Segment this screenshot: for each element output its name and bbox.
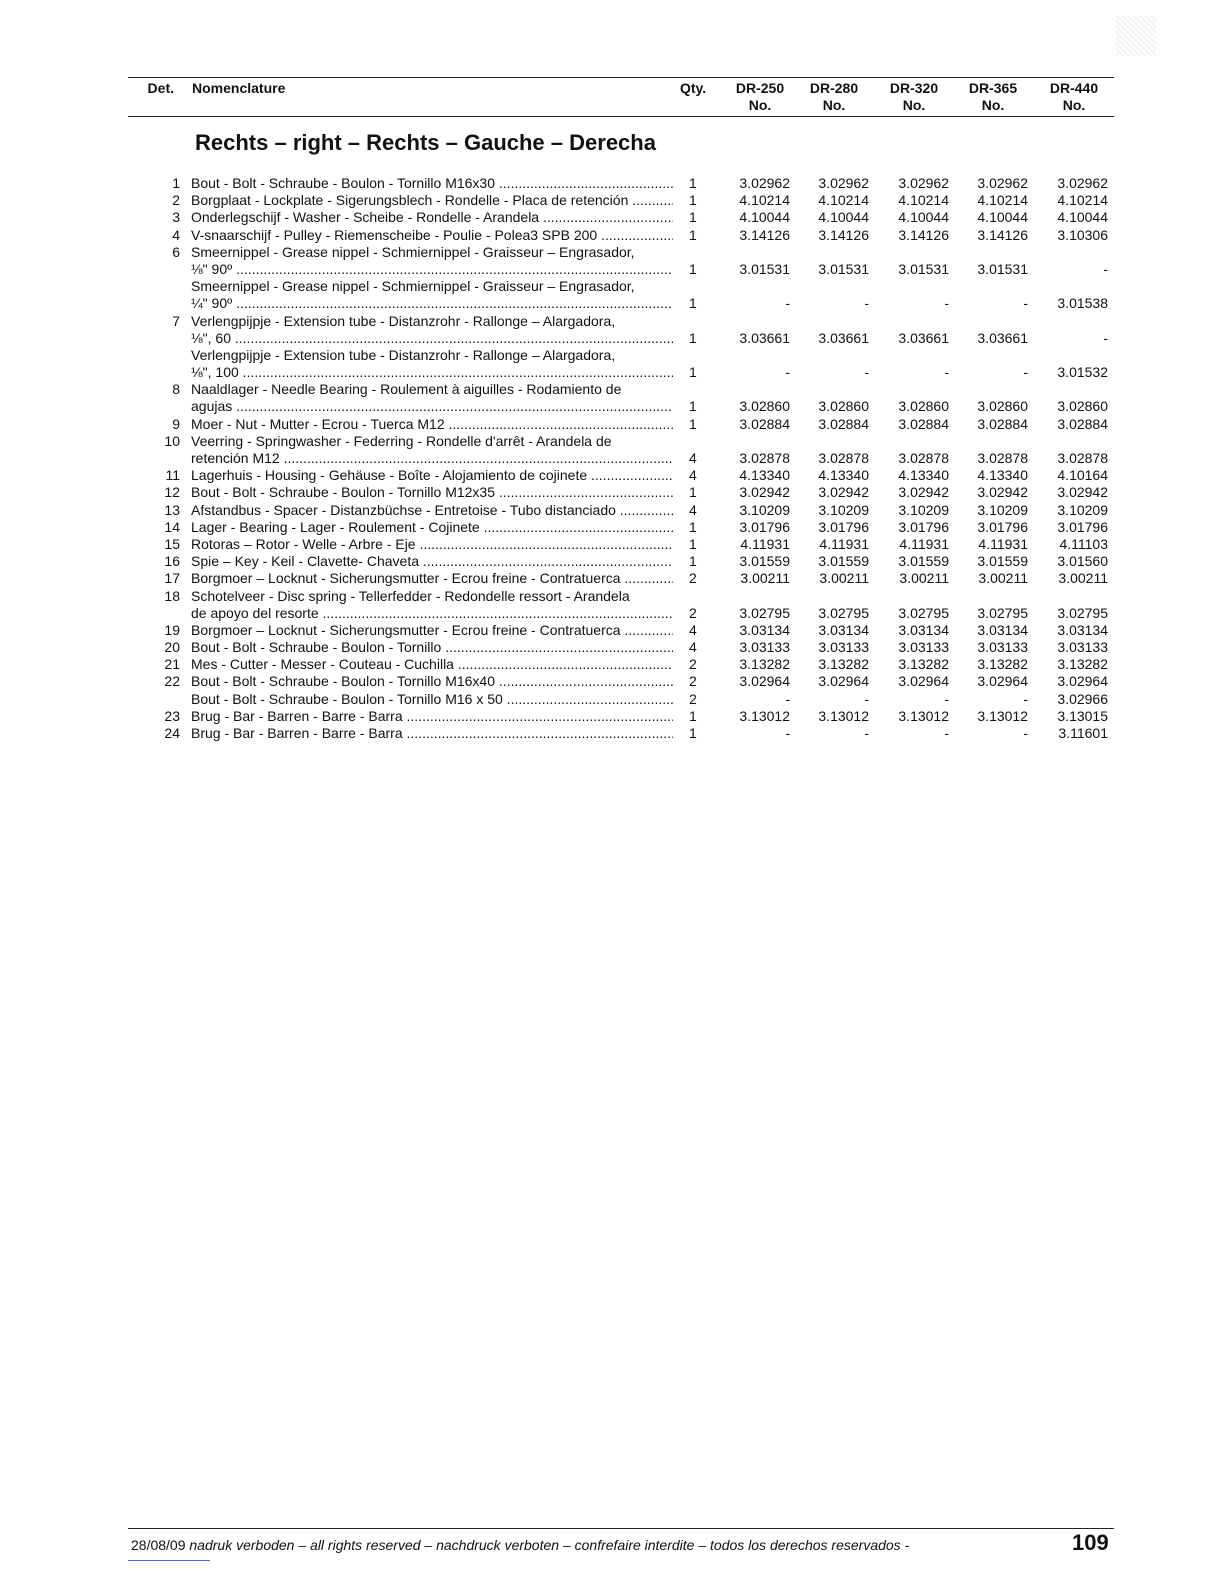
row-det: 21 bbox=[164, 656, 180, 673]
row-part-number: 3.13282 bbox=[898, 656, 949, 673]
row-part-number: 3.01559 bbox=[818, 553, 869, 570]
table-row bbox=[0, 553, 1224, 570]
row-part-number: 3.02964 bbox=[898, 673, 949, 690]
row-part-number: - bbox=[1023, 295, 1028, 312]
row-part-number: 3.02962 bbox=[818, 175, 869, 191]
row-nomenclature: Spie – Key - Keil - Clavette- Chaveta ..... bbox=[191, 553, 673, 570]
table-row bbox=[0, 484, 1224, 501]
row-nomenclature: ⅛" 90º ..... bbox=[191, 261, 673, 278]
row-qty: 1 bbox=[689, 535, 697, 552]
row-det: 4 bbox=[172, 226, 180, 243]
row-nomenclature: Verlengpijpje - Extension tube - Distanzrohr - Rallonge – Alargadora, bbox=[191, 312, 616, 329]
table-row-line bbox=[0, 536, 1224, 553]
footer-date: 28/08/09 bbox=[131, 1537, 186, 1553]
table-row bbox=[0, 313, 1224, 347]
row-part-number: 3.03661 bbox=[898, 329, 949, 346]
row-part-number: 4.10214 bbox=[818, 192, 869, 209]
row-part-number: 3.13015 bbox=[1057, 707, 1108, 724]
row-part-number: 4.10214 bbox=[898, 192, 949, 209]
table-row bbox=[0, 416, 1224, 433]
row-qty: 2 bbox=[689, 673, 697, 690]
table-row-line bbox=[0, 691, 1224, 708]
row-nomenclature: Veerring - Springwasher - Federring - Rondelle d'arrêt - Arandela de bbox=[191, 432, 612, 449]
row-part-number: 3.01538 bbox=[1057, 295, 1108, 312]
row-part-number: - bbox=[864, 690, 869, 707]
page-number: 109 bbox=[1072, 1530, 1109, 1555]
table-row bbox=[0, 467, 1224, 484]
row-part-number: 3.13012 bbox=[818, 707, 869, 724]
row-part-number: 3.02884 bbox=[898, 415, 949, 432]
row-qty: 2 bbox=[689, 570, 697, 587]
table-row-line bbox=[0, 639, 1224, 656]
header-qty: Qty. bbox=[680, 80, 707, 96]
row-qty: 4 bbox=[689, 501, 697, 518]
section-title: Rechts – right – Rechts – Gauche – Derecha bbox=[195, 130, 656, 155]
row-qty: 1 bbox=[689, 226, 697, 243]
row-part-number: 3.01796 bbox=[1057, 518, 1108, 535]
row-part-number: 4.10044 bbox=[1057, 209, 1108, 226]
row-part-number: - bbox=[944, 364, 949, 381]
row-nomenclature: Bout - Bolt - Schraube - Boulon - Tornillo ..... bbox=[191, 639, 673, 656]
header-model-dr365: DR-365 No. bbox=[968, 80, 1018, 113]
row-nomenclature: ⅛", 100 ..... bbox=[191, 364, 673, 381]
table-row-line bbox=[0, 330, 1224, 347]
row-part-number: 3.03134 bbox=[818, 621, 869, 638]
scan-artifact bbox=[1116, 16, 1156, 56]
row-part-number: - bbox=[864, 725, 869, 741]
row-qty: 1 bbox=[689, 518, 697, 535]
row-qty: 4 bbox=[689, 467, 697, 484]
table-row bbox=[0, 725, 1224, 742]
table-row bbox=[0, 433, 1224, 467]
row-part-number: - bbox=[785, 295, 790, 312]
table-row-line bbox=[0, 622, 1224, 639]
row-part-number: - bbox=[944, 295, 949, 312]
table-row-line bbox=[0, 450, 1224, 467]
row-part-number: 3.03661 bbox=[739, 329, 790, 346]
footer-link-underline bbox=[128, 1560, 210, 1561]
row-nomenclature: ⅛", 60 ..... bbox=[191, 330, 673, 347]
table-row bbox=[0, 656, 1224, 673]
row-part-number: 3.02878 bbox=[898, 450, 949, 466]
table-row bbox=[0, 347, 1224, 381]
table-row bbox=[0, 691, 1224, 708]
header-model-dr280: DR-280 No. bbox=[809, 80, 859, 113]
row-part-number: 3.02884 bbox=[977, 415, 1028, 432]
table-row-line bbox=[0, 553, 1224, 570]
row-nomenclature: Borgplaat - Lockplate - Sigerungsblech - Rondelle - Placa de retención ..... bbox=[191, 192, 673, 209]
row-qty: 1 bbox=[689, 175, 697, 191]
row-part-number: - bbox=[1023, 725, 1028, 741]
row-part-number: 3.02795 bbox=[739, 604, 790, 621]
row-part-number: - bbox=[1103, 329, 1108, 346]
row-det: 8 bbox=[172, 381, 180, 398]
row-nomenclature: Borgmoer – Locknut - Sicherungsmutter - Ecrou freine - Contratuerca ..... bbox=[191, 570, 673, 587]
table-row-line bbox=[0, 467, 1224, 484]
table-row-line bbox=[0, 398, 1224, 415]
row-nomenclature: Bout - Bolt - Schraube - Boulon - Tornillo M16x40 ..... bbox=[191, 673, 673, 690]
row-part-number: 3.13012 bbox=[977, 707, 1028, 724]
row-part-number: 3.02795 bbox=[1057, 604, 1108, 621]
row-part-number: 3.02942 bbox=[1057, 484, 1108, 501]
table-row-line bbox=[0, 209, 1224, 226]
table-row bbox=[0, 244, 1224, 278]
row-qty: 1 bbox=[689, 192, 697, 209]
table-row-line bbox=[0, 313, 1224, 330]
row-part-number: 3.03134 bbox=[739, 621, 790, 638]
row-part-number: 4.10214 bbox=[739, 192, 790, 209]
row-nomenclature: Smeernippel - Grease nippel - Schmiernippel - Graisseur – Engrasador, bbox=[191, 278, 635, 295]
row-det: 18 bbox=[164, 587, 180, 604]
row-det: 3 bbox=[172, 209, 180, 226]
row-qty: 1 bbox=[689, 209, 697, 226]
row-nomenclature: Bout - Bolt - Schraube - Boulon - Tornillo M16x30 ..... bbox=[191, 175, 673, 192]
row-det: 17 bbox=[164, 570, 180, 587]
row-part-number: 3.02884 bbox=[739, 415, 790, 432]
row-part-number: 3.02942 bbox=[818, 484, 869, 501]
row-det: 13 bbox=[164, 501, 180, 518]
row-part-number: 3.00211 bbox=[819, 570, 869, 587]
row-part-number: - bbox=[785, 690, 790, 707]
row-part-number: 3.02878 bbox=[739, 450, 790, 466]
row-part-number: 3.10209 bbox=[739, 501, 790, 518]
row-qty: 4 bbox=[689, 450, 697, 466]
table-row-line bbox=[0, 261, 1224, 278]
row-qty: 1 bbox=[689, 415, 697, 432]
row-part-number: 3.01531 bbox=[898, 260, 949, 277]
row-nomenclature: Lager - Bearing - Lager - Roulement - Cojinete ..... bbox=[191, 519, 673, 536]
table-row-line bbox=[0, 588, 1224, 605]
row-part-number: 3.02964 bbox=[739, 673, 790, 690]
row-nomenclature: Onderlegschijf - Washer - Scheibe - Rondelle - Arandela ..... bbox=[191, 209, 673, 226]
row-nomenclature: Schotelveer - Disc spring - Tellerfedder - Redondelle ressort - Arandela bbox=[191, 587, 630, 604]
row-part-number: 3.03133 bbox=[977, 639, 1028, 656]
row-part-number: 3.01532 bbox=[1057, 364, 1108, 381]
row-part-number: 3.01531 bbox=[739, 260, 790, 277]
row-part-number: 3.00211 bbox=[978, 570, 1028, 587]
row-part-number: 3.14126 bbox=[977, 226, 1028, 243]
row-part-number: 3.00211 bbox=[740, 570, 790, 587]
table-row-line bbox=[0, 656, 1224, 673]
footer-notice: nadruk verboden – all rights reserved – nachdruck verboten – confrefaire interdite – todos los derechos reservados - bbox=[189, 1537, 910, 1553]
row-nomenclature: Naaldlager - Needle Bearing - Roulement à aiguilles - Rodamiento de bbox=[191, 381, 622, 398]
row-det: 6 bbox=[172, 243, 180, 260]
row-nomenclature: agujas ..... bbox=[191, 398, 673, 415]
row-part-number: 3.01559 bbox=[898, 553, 949, 570]
row-det: 16 bbox=[164, 553, 180, 570]
row-part-number: 3.03661 bbox=[977, 329, 1028, 346]
row-part-number: - bbox=[944, 690, 949, 707]
row-part-number: 3.02942 bbox=[977, 484, 1028, 501]
row-part-number: 3.02962 bbox=[1057, 175, 1108, 191]
row-part-number: 3.03134 bbox=[1057, 621, 1108, 638]
row-part-number: - bbox=[785, 364, 790, 381]
row-part-number: 3.13012 bbox=[739, 707, 790, 724]
table-row bbox=[0, 192, 1224, 209]
row-part-number: 3.01560 bbox=[1057, 553, 1108, 570]
row-qty: 1 bbox=[689, 484, 697, 501]
row-nomenclature: Brug - Bar - Barren - Barre - Barra ..... bbox=[191, 725, 673, 742]
row-part-number: 3.03661 bbox=[818, 329, 869, 346]
table-row-line bbox=[0, 605, 1224, 622]
row-part-number: 3.02878 bbox=[818, 450, 869, 466]
row-part-number: 3.00211 bbox=[899, 570, 949, 587]
row-part-number: 3.02884 bbox=[818, 415, 869, 432]
row-det: 24 bbox=[164, 725, 180, 741]
table-row bbox=[0, 622, 1224, 639]
row-part-number: 3.02860 bbox=[1057, 398, 1108, 415]
row-part-number: 3.02966 bbox=[1057, 690, 1108, 707]
row-part-number: 4.13340 bbox=[739, 467, 790, 484]
row-part-number: 4.10044 bbox=[739, 209, 790, 226]
row-qty: 1 bbox=[689, 260, 697, 277]
row-nomenclature: Lagerhuis - Housing - Gehäuse - Boîte - Alojamiento de cojinete ..... bbox=[191, 467, 673, 484]
table-row bbox=[0, 673, 1224, 690]
row-part-number: 3.10209 bbox=[898, 501, 949, 518]
row-qty: 1 bbox=[689, 398, 697, 415]
row-part-number: 4.10044 bbox=[898, 209, 949, 226]
row-part-number: 3.03134 bbox=[898, 621, 949, 638]
row-part-number: 4.13340 bbox=[818, 467, 869, 484]
row-part-number: 3.01796 bbox=[898, 518, 949, 535]
row-part-number: 4.10044 bbox=[977, 209, 1028, 226]
table-header bbox=[128, 77, 1114, 117]
row-det: 2 bbox=[172, 192, 180, 209]
row-nomenclature: Brug - Bar - Barren - Barre - Barra ..... bbox=[191, 708, 673, 725]
row-qty: 1 bbox=[689, 295, 697, 312]
row-part-number: 4.10214 bbox=[977, 192, 1028, 209]
row-part-number: 3.03134 bbox=[977, 621, 1028, 638]
table-row-line bbox=[0, 381, 1224, 398]
table-row-line bbox=[0, 673, 1224, 690]
row-part-number: - bbox=[1103, 260, 1108, 277]
table-row-line bbox=[0, 175, 1224, 192]
row-part-number: 4.11931 bbox=[899, 535, 949, 552]
row-part-number: 3.13282 bbox=[818, 656, 869, 673]
table-row-line bbox=[0, 244, 1224, 261]
row-det: 10 bbox=[164, 432, 180, 449]
row-nomenclature: retención M12 ..... bbox=[191, 450, 673, 467]
row-part-number: 3.01796 bbox=[818, 518, 869, 535]
row-det: 9 bbox=[172, 415, 180, 432]
parts-list bbox=[0, 175, 1224, 742]
row-part-number: 4.13340 bbox=[898, 467, 949, 484]
row-part-number: 3.01531 bbox=[818, 260, 869, 277]
row-nomenclature: Rotoras – Rotor - Welle - Arbre - Eje ..... bbox=[191, 536, 673, 553]
row-part-number: - bbox=[864, 364, 869, 381]
row-det: 12 bbox=[164, 484, 180, 501]
row-qty: 1 bbox=[689, 707, 697, 724]
table-row bbox=[0, 175, 1224, 192]
table-row-line bbox=[0, 519, 1224, 536]
row-part-number: 3.13282 bbox=[1057, 656, 1108, 673]
row-part-number: 3.02795 bbox=[977, 604, 1028, 621]
table-row-line bbox=[0, 364, 1224, 381]
table-row-line bbox=[0, 708, 1224, 725]
footer-divider bbox=[128, 1528, 1114, 1529]
row-part-number: 4.11931 bbox=[819, 535, 869, 552]
table-row-line bbox=[0, 502, 1224, 519]
table-row bbox=[0, 588, 1224, 622]
row-part-number: 3.02860 bbox=[977, 398, 1028, 415]
row-det: 11 bbox=[165, 467, 180, 484]
table-row-line bbox=[0, 570, 1224, 587]
row-nomenclature: Bout - Bolt - Schraube - Boulon - Tornillo M12x35 ..... bbox=[191, 484, 673, 501]
row-part-number: 3.14126 bbox=[818, 226, 869, 243]
table-row-line bbox=[0, 725, 1224, 742]
row-part-number: 3.13282 bbox=[739, 656, 790, 673]
header-det: Det. bbox=[147, 80, 174, 96]
row-part-number: 4.11931 bbox=[978, 535, 1028, 552]
row-qty: 1 bbox=[689, 725, 697, 741]
row-part-number: 3.10209 bbox=[818, 501, 869, 518]
row-part-number: 4.13340 bbox=[977, 467, 1028, 484]
row-part-number: 3.01531 bbox=[977, 260, 1028, 277]
row-part-number: 3.03133 bbox=[818, 639, 869, 656]
row-det: 1 bbox=[172, 175, 180, 191]
header-model-dr440: DR-440 No. bbox=[1049, 80, 1099, 113]
row-qty: 1 bbox=[689, 329, 697, 346]
row-part-number: 3.02942 bbox=[898, 484, 949, 501]
row-part-number: 3.02795 bbox=[898, 604, 949, 621]
row-qty: 4 bbox=[689, 639, 697, 656]
row-nomenclature: Verlengpijpje - Extension tube - Distanzrohr - Rallonge – Alargadora, bbox=[191, 346, 616, 363]
row-det: 19 bbox=[164, 621, 180, 638]
row-part-number: 4.11103 bbox=[1059, 535, 1108, 552]
row-part-number: 4.10164 bbox=[1057, 467, 1108, 484]
row-nomenclature: ¼" 90º ..... bbox=[191, 295, 673, 312]
row-part-number: 3.02962 bbox=[739, 175, 790, 191]
row-nomenclature: Smeernippel - Grease nippel - Schmiernippel - Graisseur – Engrasador, bbox=[191, 243, 635, 260]
row-part-number: 3.02962 bbox=[898, 175, 949, 191]
table-row-line bbox=[0, 484, 1224, 501]
row-part-number: 3.00211 bbox=[1058, 570, 1108, 587]
table-row-line bbox=[0, 278, 1224, 295]
row-part-number: 3.01796 bbox=[739, 518, 790, 535]
table-row-line bbox=[0, 433, 1224, 450]
row-nomenclature: Mes - Cutter - Messer - Couteau - Cuchilla ..... bbox=[191, 656, 673, 673]
table-row bbox=[0, 227, 1224, 244]
row-det: 23 bbox=[164, 707, 180, 724]
row-nomenclature: Moer - Nut - Mutter - Ecrou - Tuerca M12 ..... bbox=[191, 416, 673, 433]
table-row bbox=[0, 381, 1224, 415]
row-nomenclature: Borgmoer – Locknut - Sicherungsmutter - Ecrou freine - Contratuerca ..... bbox=[191, 622, 673, 639]
row-part-number: 3.02795 bbox=[818, 604, 869, 621]
row-det: 14 bbox=[164, 518, 180, 535]
table-row bbox=[0, 536, 1224, 553]
table-row-line bbox=[0, 347, 1224, 364]
row-part-number: 4.10214 bbox=[1057, 192, 1108, 209]
row-qty: 2 bbox=[689, 604, 697, 621]
row-part-number: 3.02964 bbox=[818, 673, 869, 690]
row-part-number: 3.01559 bbox=[977, 553, 1028, 570]
row-det: 7 bbox=[172, 312, 180, 329]
row-part-number: 3.02878 bbox=[977, 450, 1028, 466]
row-part-number: 3.14126 bbox=[739, 226, 790, 243]
row-part-number: 3.03133 bbox=[739, 639, 790, 656]
row-part-number: - bbox=[785, 725, 790, 741]
table-row-line bbox=[0, 416, 1224, 433]
table-row bbox=[0, 639, 1224, 656]
row-part-number: 3.03133 bbox=[898, 639, 949, 656]
table-row bbox=[0, 278, 1224, 312]
row-part-number: 3.02860 bbox=[739, 398, 790, 415]
row-part-number: 3.02860 bbox=[818, 398, 869, 415]
row-part-number: 3.01796 bbox=[977, 518, 1028, 535]
table-row bbox=[0, 502, 1224, 519]
row-part-number: 4.11931 bbox=[740, 535, 790, 552]
footer bbox=[131, 1537, 909, 1553]
row-part-number: 3.03133 bbox=[1057, 639, 1108, 656]
row-det: 20 bbox=[164, 639, 180, 656]
table-row-line bbox=[0, 227, 1224, 244]
row-part-number: 3.10209 bbox=[977, 501, 1028, 518]
row-qty: 1 bbox=[689, 553, 697, 570]
row-part-number: 3.02878 bbox=[1057, 450, 1108, 466]
header-model-dr250: DR-250 No. bbox=[735, 80, 785, 113]
row-part-number: 3.02884 bbox=[1057, 415, 1108, 432]
table-row bbox=[0, 519, 1224, 536]
row-part-number: 3.10209 bbox=[1057, 501, 1108, 518]
row-qty: 2 bbox=[689, 690, 697, 707]
row-nomenclature: de apoyo del resorte ..... bbox=[191, 605, 673, 622]
table-row-line bbox=[0, 192, 1224, 209]
row-nomenclature: V-snaarschijf - Pulley - Riemenscheibe - Poulie - Polea3 SPB 200 ..... bbox=[191, 227, 673, 244]
row-part-number: 3.01559 bbox=[739, 553, 790, 570]
row-part-number: 3.10306 bbox=[1057, 226, 1108, 243]
row-nomenclature: Bout - Bolt - Schraube - Boulon - Tornillo M16 x 50 ..... bbox=[191, 691, 673, 708]
row-part-number: 3.11601 bbox=[1058, 725, 1108, 741]
row-part-number: - bbox=[1023, 364, 1028, 381]
row-part-number: - bbox=[864, 295, 869, 312]
row-qty: 4 bbox=[689, 621, 697, 638]
table-row bbox=[0, 570, 1224, 587]
row-det: 22 bbox=[164, 673, 180, 690]
table-row bbox=[0, 708, 1224, 725]
row-det: 15 bbox=[164, 535, 180, 552]
row-part-number: 3.02942 bbox=[739, 484, 790, 501]
header-model-dr320: DR-320 No. bbox=[889, 80, 939, 113]
row-part-number: 3.02964 bbox=[1057, 673, 1108, 690]
row-part-number: 3.02964 bbox=[977, 673, 1028, 690]
row-part-number: - bbox=[1023, 690, 1028, 707]
row-part-number: 3.13282 bbox=[977, 656, 1028, 673]
table-row-line bbox=[0, 295, 1224, 312]
header-nomenclature: Nomenclature bbox=[192, 80, 286, 96]
row-part-number: 3.02962 bbox=[977, 175, 1028, 191]
row-part-number: 3.02860 bbox=[898, 398, 949, 415]
row-qty: 2 bbox=[689, 656, 697, 673]
row-part-number: 4.10044 bbox=[818, 209, 869, 226]
table-row bbox=[0, 209, 1224, 226]
row-nomenclature: Afstandbus - Spacer - Distanzbüchse - Entretoise - Tubo distanciado ..... bbox=[191, 502, 673, 519]
row-part-number: 3.13012 bbox=[898, 707, 949, 724]
row-part-number: 3.14126 bbox=[898, 226, 949, 243]
row-part-number: - bbox=[944, 725, 949, 741]
row-qty: 1 bbox=[689, 364, 697, 381]
